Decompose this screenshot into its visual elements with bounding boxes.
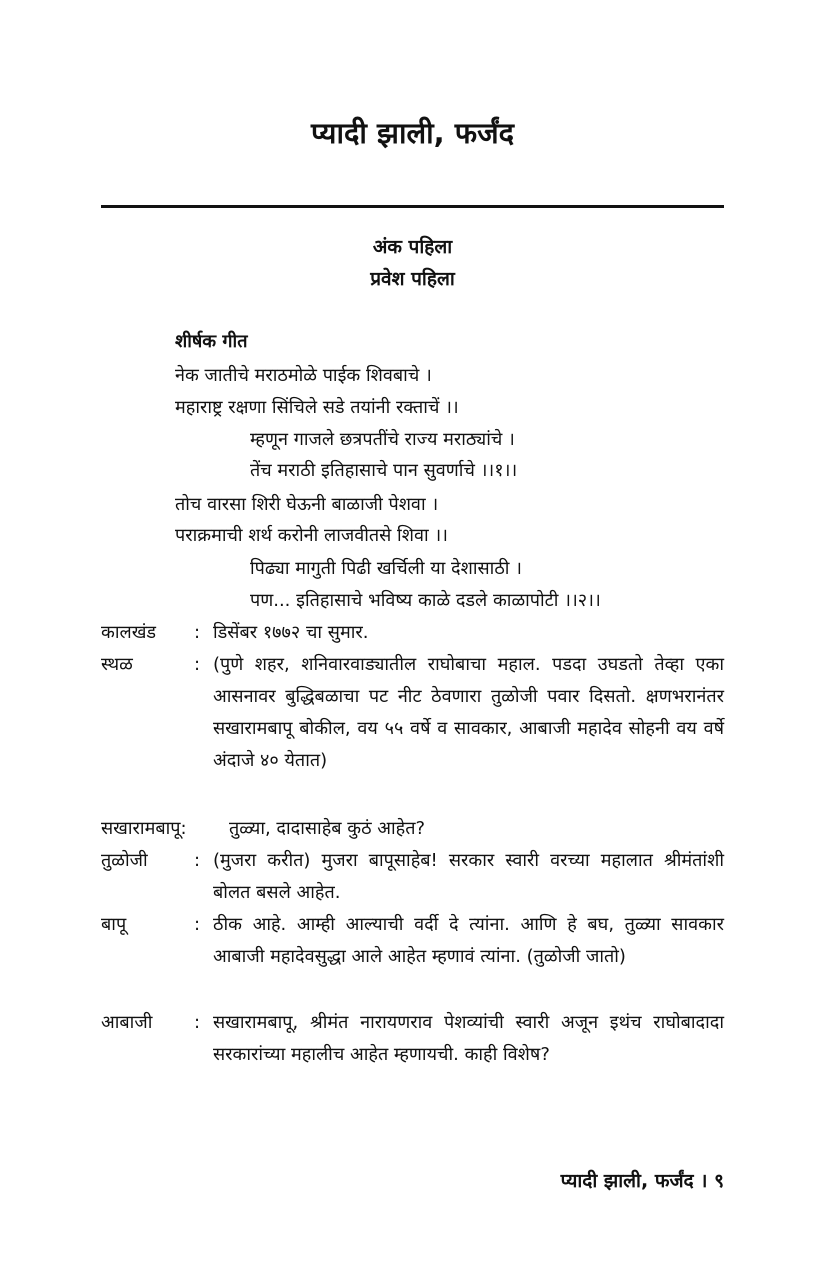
speaker-colon: : <box>194 914 201 935</box>
speaker-colon: : <box>194 622 201 643</box>
scene-heading: प्रवेश पहिला <box>370 268 455 290</box>
speaker-label: कालखंड <box>101 622 157 643</box>
speaker-label: स्थळ <box>101 654 133 675</box>
page-number: ९ <box>714 1170 724 1192</box>
speech-text: तुळ्या, दादासाहेब कुठं आहेत? <box>229 818 426 839</box>
page-title: प्यादी झाली, फर्जंद <box>310 116 515 150</box>
page-footer <box>561 1167 724 1193</box>
speech-text: (मुजरा करीत) मुजरा बापूसाहेब! सरकार स्वारी वरच्या महालात श्रीमंतांशी बोलत बसले आहेत. <box>213 850 724 903</box>
speech-text: डिसेंबर १७७२ चा सुमार. <box>213 622 369 643</box>
speech-text: (पुणे शहर, शनिवारवाड्यातील राघोबाचा महाल. पडदा उघडतो तेव्हा एका आसनावर बुद्धिबळाचा पट नीट ठेवणारा तुळोजी पवार दिसतो. क्षणभरानंतर सखारामबापू बोकील, वय ५५ वर्षे व सावकार, आबाजी महादेव सोहनी वय वर्षे अंदाजे ४० येतात) <box>213 654 724 771</box>
song-line: पिढ्या मागुती पिढी खर्चिली या देशासाठी । <box>250 558 523 579</box>
speaker-label: आबाजी <box>101 1012 153 1033</box>
song-heading: शीर्षक गीत <box>175 331 248 352</box>
speech-text: ठीक आहे. आम्ही आल्याची वर्दी दे त्यांना. आणि हे बघ, तुळ्या सावकार आबाजी महादेवसुद्धा आले आहेत म्हणावं त्यांना. (तुळोजी जातो) <box>213 914 724 967</box>
speaker-label: बापू <box>101 914 127 935</box>
act-heading: अंक पहिला <box>372 236 453 258</box>
speaker-colon: : <box>194 850 201 871</box>
footer-title: प्यादी झाली, फर्जंद <box>560 1170 694 1192</box>
speech-text: सखारामबापू, श्रीमंत नारायणराव पेशव्यांची स्वारी अजून इथंच राघोबादादा सरकारांच्या महालीच आहेत म्हणायची. काही विशेष? <box>213 1012 724 1065</box>
footer-separator: । <box>700 1170 708 1192</box>
song-line: तोच वारसा शिरी घेऊनी बाळाजी पेशवा । <box>175 494 439 515</box>
speaker-label: तुळोजी <box>101 850 148 871</box>
song-line: पराक्रमाची शर्थ करोनी लाजवीतसे शिवा ।। <box>175 525 448 546</box>
song-line: महाराष्ट्र रक्षणा सिंचिले सडे तयांनी रक्ताचें ।। <box>175 397 459 418</box>
speaker-label: सखारामबापू: <box>101 818 187 839</box>
song-line: पण... इतिहासाचे भविष्य काळे दडले काळापोटी ।।२।। <box>250 590 601 611</box>
speaker-colon: : <box>194 654 201 675</box>
song-line: तेंच मराठी इतिहासाचे पान सुवर्णाचे ।।१।। <box>250 460 518 481</box>
title-divider <box>101 205 724 208</box>
song-line: म्हणून गाजले छत्रपतींचे राज्य मराठ्यांचे । <box>250 429 515 450</box>
song-line: नेक जातीचे मराठमोळे पाईक शिवबाचे । <box>175 365 432 386</box>
speaker-colon: : <box>194 1012 201 1033</box>
